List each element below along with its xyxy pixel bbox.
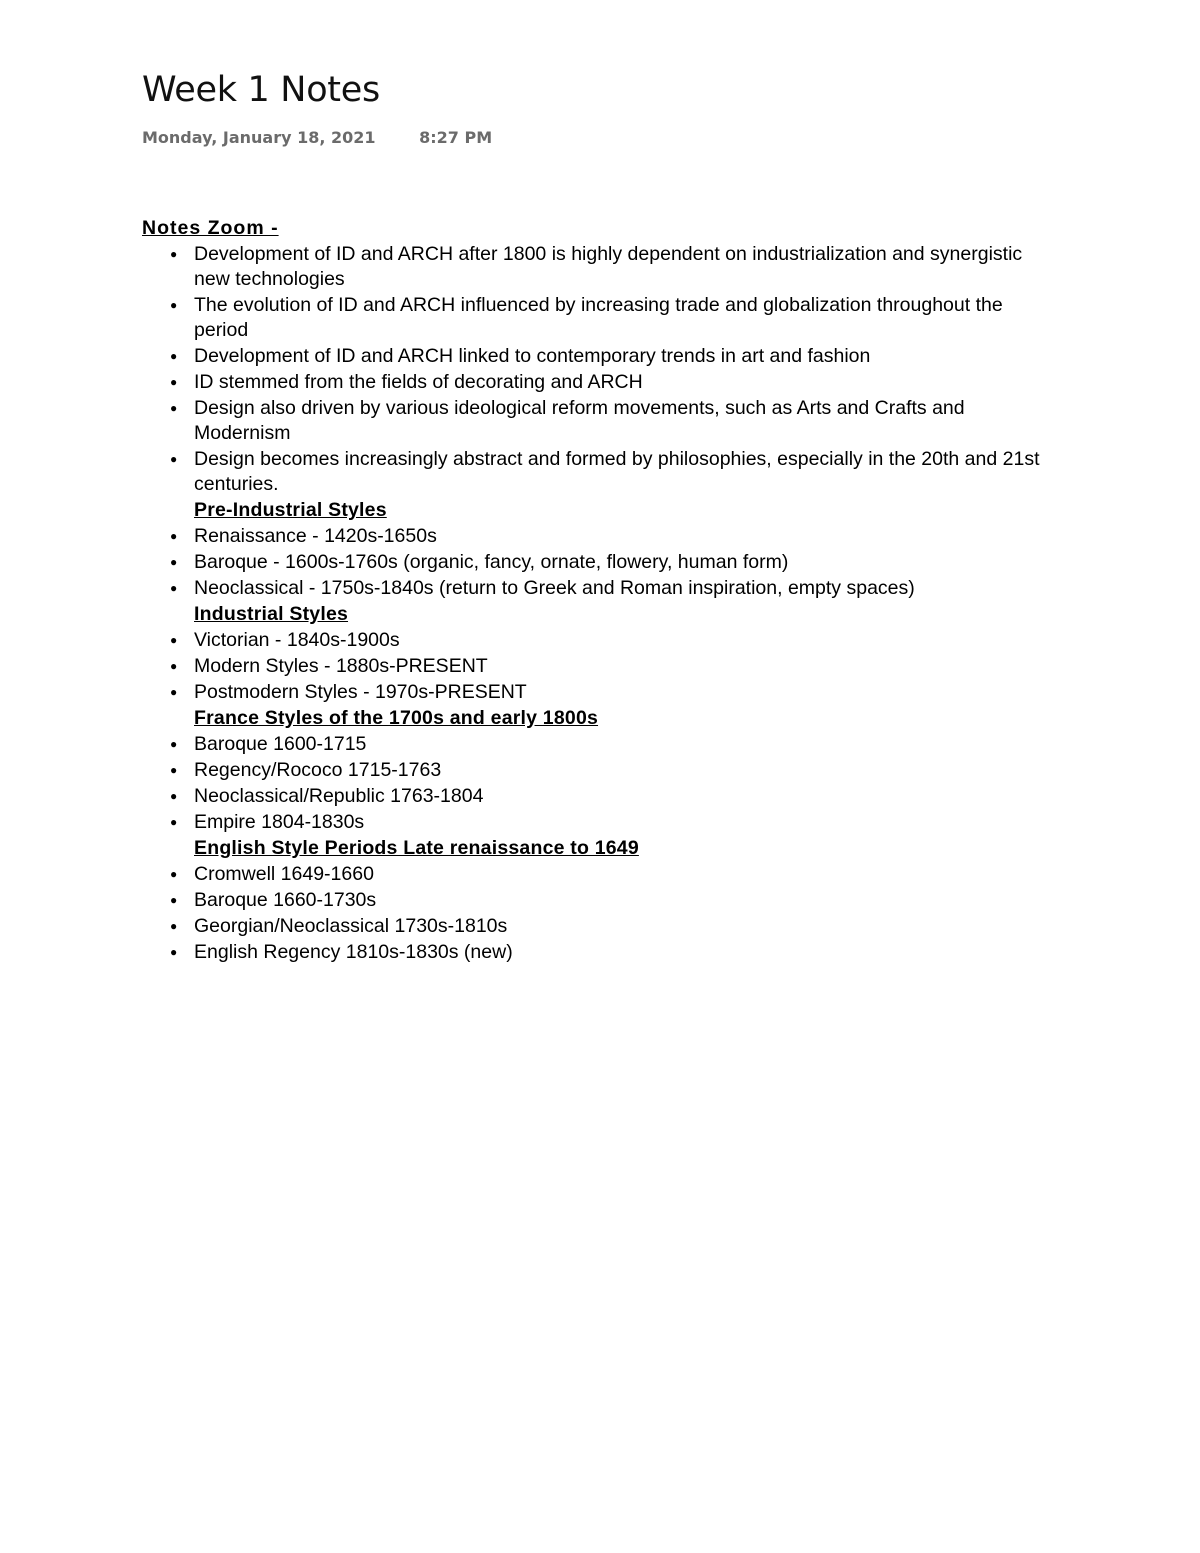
- section-heading: Pre-Industrial Styles: [194, 499, 387, 521]
- list-item: ● Victorian - 1840s-1900s: [170, 629, 400, 651]
- section-heading: Industrial Styles: [194, 603, 349, 625]
- list-item: ● The evolution of ID and ARCH influenced by increasing trade and globalization throughout the period: [170, 294, 1003, 341]
- bullet-icon: ●: [170, 763, 178, 777]
- list-item: ● Empire 1804-1830s: [170, 811, 365, 833]
- bullet-icon: ●: [170, 945, 178, 959]
- bullet-icon: ●: [170, 633, 178, 647]
- notes-heading: Notes Zoom -: [142, 217, 279, 239]
- page-timestamp: [142, 128, 492, 147]
- section-heading: English Style Periods Late renaissance to 1649: [194, 837, 639, 859]
- bullet-icon: ●: [170, 867, 178, 881]
- list-item: ● Development of ID and ARCH linked to contemporary trends in art and fashion: [170, 345, 871, 367]
- intro-list: [142, 242, 1062, 497]
- list-item: ● Baroque 1660-1730s: [170, 889, 377, 911]
- note-body: [142, 216, 1062, 966]
- bullet-icon: ●: [170, 581, 178, 595]
- section-heading: France Styles of the 1700s and early 1800s: [194, 707, 599, 729]
- bullet-icon: ●: [170, 555, 178, 569]
- bullet-icon: ●: [170, 815, 178, 829]
- list-item: ● Modern Styles - 1880s-PRESENT: [170, 655, 488, 677]
- bullet-icon: ●: [170, 452, 178, 466]
- bullet-icon: ●: [170, 685, 178, 699]
- list-item: ● Design also driven by various ideological reform movements, such as Arts and Crafts and Modernism: [170, 397, 965, 444]
- list-item: ● Baroque 1600-1715: [170, 733, 367, 755]
- list-item: ● Development of ID and ARCH after 1800 is highly dependent on industrialization and synergistic new technologies: [170, 243, 1023, 290]
- section-list: [142, 732, 1062, 835]
- bullet-icon: ●: [170, 529, 178, 543]
- section-list: [142, 524, 1062, 601]
- page-title: Week 1 Notes: [142, 70, 380, 110]
- list-item: ● Neoclassical - 1750s-1840s (return to Greek and Roman inspiration, empty spaces): [170, 577, 915, 599]
- list-item: ● Baroque - 1600s-1760s (organic, fancy, ornate, flowery, human form): [170, 551, 789, 573]
- list-item: ● Neoclassical/Republic 1763-1804: [170, 785, 484, 807]
- list-item: ● Georgian/Neoclassical 1730s-1810s: [170, 915, 508, 937]
- bullet-icon: ●: [170, 659, 178, 673]
- list-item: ● Cromwell 1649-1660: [170, 863, 374, 885]
- page-date: Monday, January 18, 2021: [142, 128, 376, 147]
- bullet-icon: ●: [170, 349, 178, 363]
- list-item: ● English Regency 1810s-1830s (new): [170, 941, 513, 963]
- bullet-icon: ●: [170, 247, 178, 261]
- bullet-icon: ●: [170, 298, 178, 312]
- bullet-icon: ●: [170, 375, 178, 389]
- list-item: ● Regency/Rococo 1715-1763: [170, 759, 442, 781]
- list-item: ● Postmodern Styles - 1970s-PRESENT: [170, 681, 527, 703]
- page-time: 8:27 PM: [419, 128, 493, 147]
- bullet-icon: ●: [170, 919, 178, 933]
- section-list: [142, 862, 1062, 965]
- bullet-icon: ●: [170, 893, 178, 907]
- list-item: ● Renaissance - 1420s-1650s: [170, 525, 437, 547]
- section-list: [142, 628, 1062, 705]
- list-item: ● ID stemmed from the fields of decorating and ARCH: [170, 371, 643, 393]
- bullet-icon: ●: [170, 789, 178, 803]
- list-item: ● Design becomes increasingly abstract and formed by philosophies, especially in the 20th and 21st centuries.: [170, 448, 1040, 495]
- bullet-icon: ●: [170, 401, 178, 415]
- bullet-icon: ●: [170, 737, 178, 751]
